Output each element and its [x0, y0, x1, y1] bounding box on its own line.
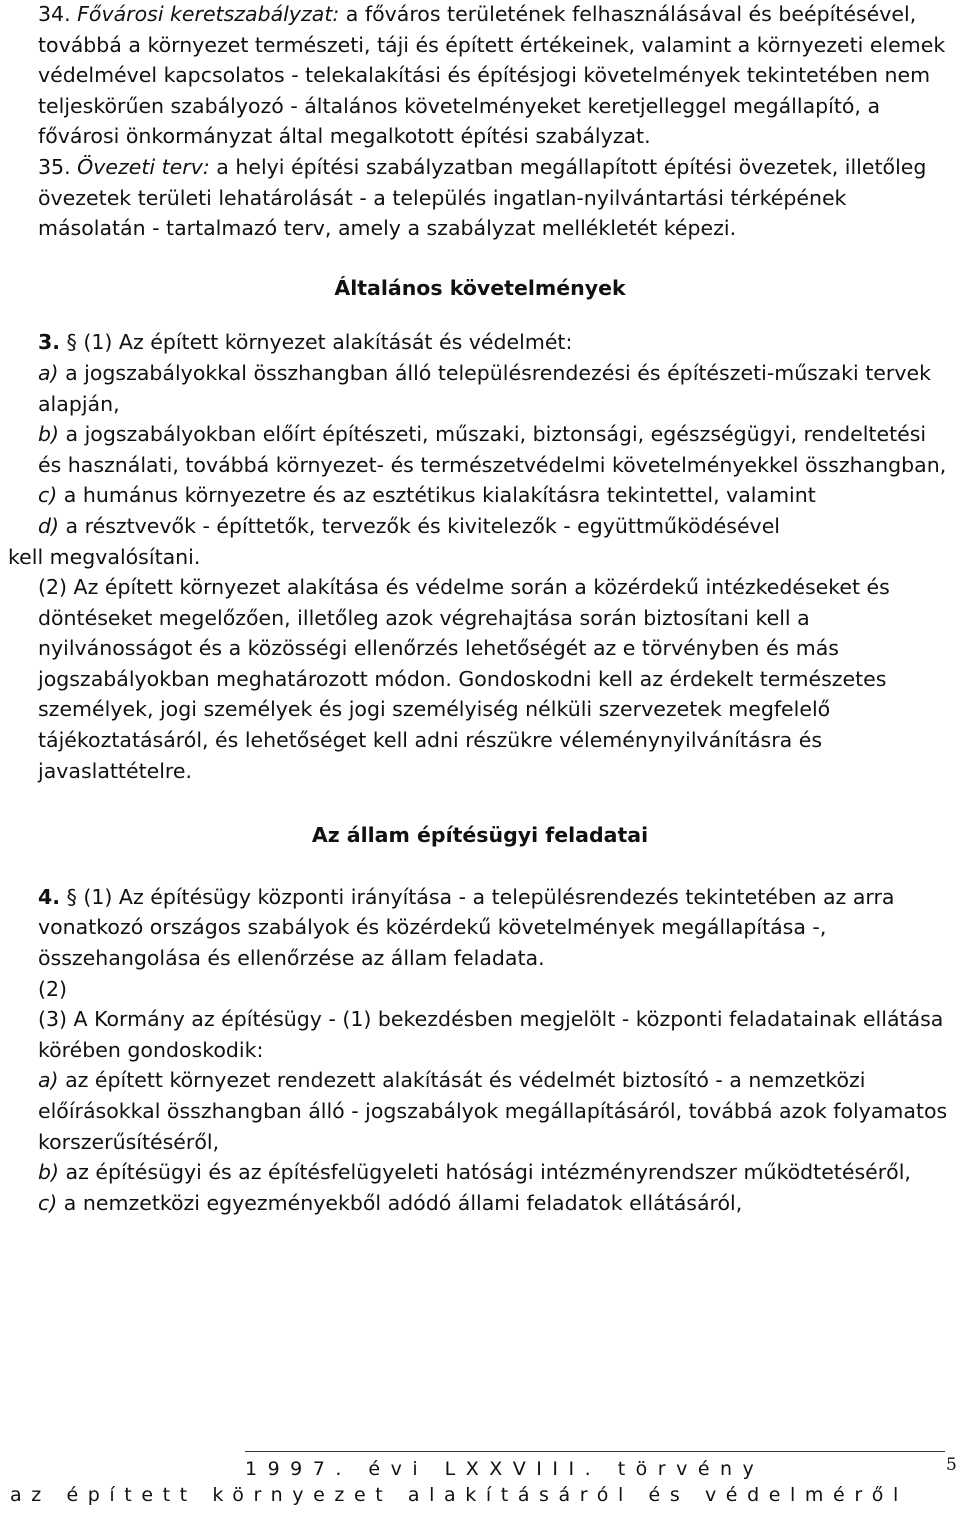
- definition-term: Fővárosi keretszabályzat:: [77, 2, 340, 26]
- section-4-paragraph-1: [8, 882, 952, 974]
- footer-divider: [245, 1451, 945, 1452]
- section-4-paragraph-2: (2): [38, 976, 68, 1001]
- section-3-paragraph-2: (2) Az épített környezet alakítása és védelme során a közérdekű intézkedéseket és döntéseket megelőzően, illetőleg azok végrehajtása során biztosítani kell a nyilvánosságot és a közösségi ellenőrzés lehetőségét az e törvényben és más jogszabályokban meghatározott módon. Gondoskodni kell az érdekelt természetes személyek, jogi személyek és jogi személyiség nélküli szervezetek megfelelő tájékoztatásáról, és lehetőséget kell adni részükre véleménynyilvánításra és javaslattételre.: [38, 575, 890, 783]
- item-text: a jogszabályokkal összhangban álló településrendezési és építészeti-műszaki tervek alapján,: [38, 360, 931, 416]
- definition-text: a főváros területének felhasználásával és beépítésével, továbbá a környezet természeti, táji és épített értékeinek, valamint a környezeti elemek védelmével kapcsolatos - telekalakítási és építésjogi követelmények tekintetében nem teljeskörűen szabályozó - általános követelményeket keretjelleggel megállapító, a fővárosi önkormányzat által megalkotott építési szabályzat.: [38, 2, 946, 149]
- item-text: az építésügyi és az építésfelügyeleti hatósági intézményrendszer működtetéséről,: [59, 1160, 911, 1185]
- paragraph-text: (1) Az épített környezet alakítását és védelmét:: [76, 330, 573, 355]
- definition-term: Övezeti terv:: [77, 154, 210, 179]
- section-3-paragraph-1: [8, 327, 952, 358]
- footer-law-title: 1997. évi LXXVIII. törvény: [245, 1458, 765, 1480]
- page-number: 5: [946, 1455, 957, 1475]
- item-text: a nemzetközi egyezményekből adódó állami feladatok ellátásáról,: [57, 1190, 743, 1215]
- item-text: az épített környezet rendezett alakítását és védelmét biztosító - a nemzetközi előírásokkal összhangban álló - jogszabályok megállapításáról, továbbá azok folyamatos korszerűsítéséről,: [38, 1068, 948, 1154]
- section-3-item-b: [8, 419, 952, 480]
- item-label: a): [38, 360, 59, 385]
- definition-text: a helyi építési szabályzatban megállapított építési övezetek, illetőleg övezetek területi lehatárolását - a település ingatlan-nyilvántartási térképének másolatán - tartalmazó terv, amely a szabályzat mellékletét képezi.: [38, 154, 927, 241]
- item-label: c): [38, 483, 58, 508]
- section-4-paragraph-3: (3) A Kormány az építésügy - (1) bekezdésben megjelölt - központi feladatainak ellátása körében gondoskodik:: [38, 1007, 944, 1062]
- section-4-item-a: [8, 1065, 952, 1157]
- item-label: d): [38, 513, 60, 538]
- footer-law-subtitle: az épített környezet alakításáról és védelméről: [10, 1484, 908, 1506]
- section-number: 3.: [38, 330, 61, 355]
- section-heading-general-requirements: Általános követelmények: [334, 275, 626, 300]
- definition-34: [8, 0, 952, 152]
- section-3-tail: kell megvalósítani.: [8, 544, 201, 569]
- section-3-item-d: [8, 511, 952, 542]
- section-3-item-c: [8, 480, 952, 511]
- section-3-item-a: [8, 358, 952, 419]
- item-label: b): [38, 1160, 60, 1185]
- section-number: 4.: [38, 884, 61, 909]
- section-sign: §: [66, 884, 77, 909]
- section-sign: §: [66, 330, 77, 355]
- paragraph-text: (1) Az építésügy központi irányítása - a településrendezés tekintetében az arra vonatkozó országos szabályok és közérdekű követelmények megállapítása -, összehangolása és ellenőrzése az állam feladata.: [38, 884, 895, 971]
- definition-35: [8, 152, 952, 244]
- item-text: a résztvevők - építtetők, tervezők és kivitelezők - együttműködésével: [59, 513, 780, 538]
- section-4-item-b: [8, 1157, 952, 1188]
- definition-number: 34.: [38, 2, 71, 26]
- section-4-item-c: [8, 1188, 952, 1219]
- section-heading-state-tasks: Az állam építésügyi feladatai: [311, 823, 649, 848]
- item-text: a humánus környezetre és az esztétikus kialakításra tekintettel, valamint: [57, 483, 816, 508]
- item-text: a jogszabályokban előírt építészeti, műszaki, biztonsági, egészségügyi, rendeltetési és használati, továbbá környezet- és természetvédelmi követelményekkel összhangban,: [38, 422, 947, 477]
- definition-number: 35.: [38, 154, 71, 179]
- item-label: a): [38, 1068, 59, 1093]
- item-label: c): [38, 1190, 58, 1215]
- item-label: b): [38, 422, 60, 447]
- document-page: [8, 0, 952, 1218]
